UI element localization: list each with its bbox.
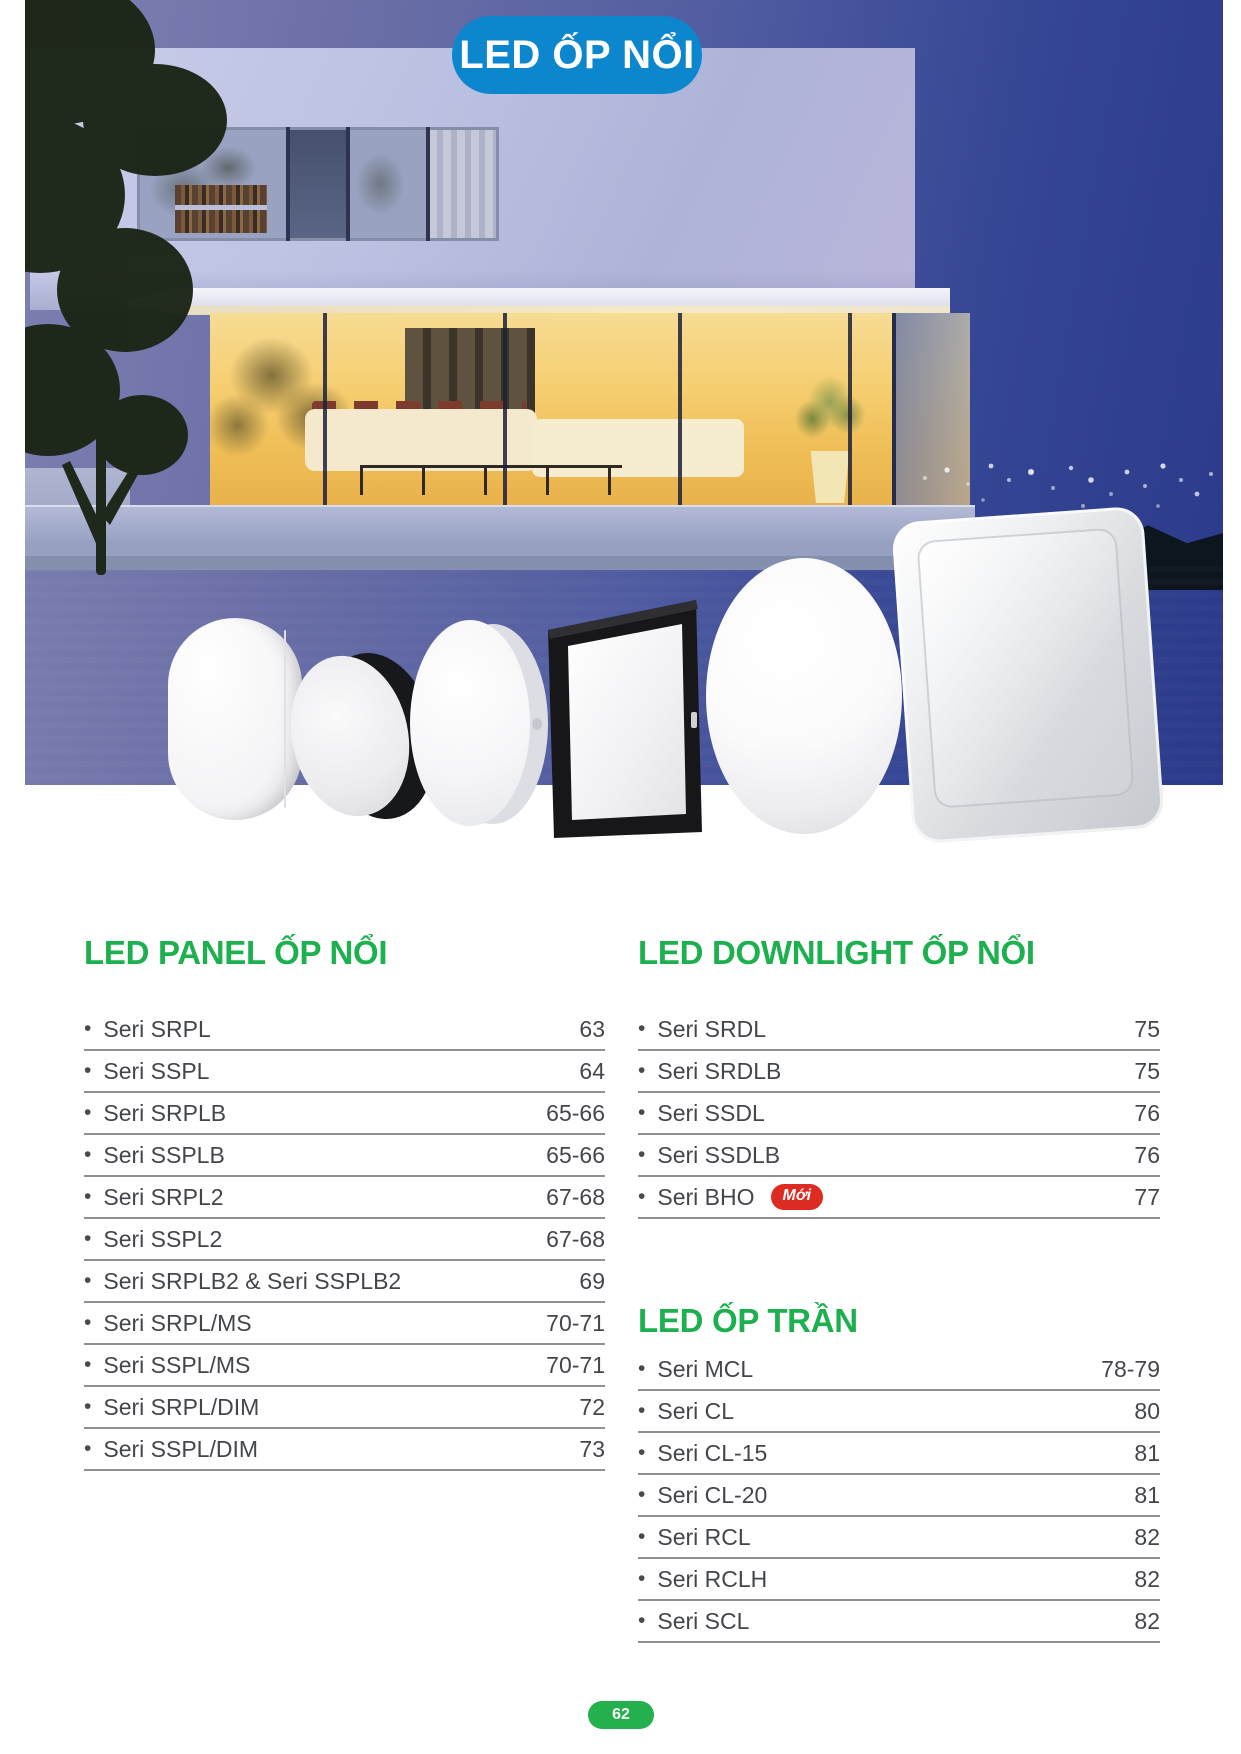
series-name-text: Seri SRPL/MS xyxy=(103,1309,252,1336)
series-name-text: Seri SRPLB xyxy=(103,1099,227,1126)
glass-mullion xyxy=(503,313,507,513)
tree-silhouette xyxy=(25,0,300,635)
series-name-text: Seri SSPL/MS xyxy=(103,1351,251,1378)
toc-item[interactable] xyxy=(84,1093,605,1135)
living-room-glass-wall xyxy=(210,313,970,513)
toc-list-led-panel xyxy=(84,1009,605,1471)
potted-plant xyxy=(795,368,865,503)
series-name-text: Seri CL-15 xyxy=(657,1439,768,1466)
bullet-icon: • xyxy=(84,1227,92,1250)
toc-item[interactable] xyxy=(84,1429,605,1471)
toc-item[interactable] xyxy=(638,1009,1160,1051)
panel-diffuser xyxy=(919,530,1133,807)
bullet-icon: • xyxy=(638,1357,646,1380)
toc-item[interactable] xyxy=(638,1135,1160,1177)
series-name-text: Seri SCL xyxy=(657,1607,750,1634)
series-name-text: Seri SRPLB2 & Seri SSPLB2 xyxy=(103,1267,402,1294)
bullet-icon: • xyxy=(638,1441,646,1464)
page-ref: 65-66 xyxy=(546,1141,605,1168)
page-ref: 81 xyxy=(1134,1439,1160,1466)
series-name-text: Seri SRPL2 xyxy=(103,1183,224,1210)
bullet-icon: • xyxy=(638,1567,646,1590)
toc-item[interactable] xyxy=(84,1135,605,1177)
page-ref: 82 xyxy=(1134,1607,1160,1634)
bullet-icon: • xyxy=(84,1101,92,1124)
toc-item[interactable] xyxy=(638,1177,1160,1219)
bullet-icon: • xyxy=(638,1525,646,1548)
series-name-text: Seri SSPL2 xyxy=(103,1225,223,1252)
section-title-led-panel-op-noi: LED PANEL ỐP NỔI xyxy=(84,934,388,971)
series-name-text: Seri RCLH xyxy=(657,1565,768,1592)
window-curtain xyxy=(429,130,496,238)
series-name-text: Seri SRDL xyxy=(657,1015,767,1042)
series-label xyxy=(638,1356,753,1383)
new-badge: Mới xyxy=(771,1184,824,1210)
bullet-icon: • xyxy=(638,1399,646,1422)
series-label xyxy=(638,1016,766,1043)
bullet-icon: • xyxy=(638,1059,646,1082)
series-label xyxy=(84,1310,252,1337)
panel-face xyxy=(410,620,530,826)
page-number-text: 62 xyxy=(612,1706,630,1723)
page-ref: 65-66 xyxy=(546,1099,605,1126)
city-lights xyxy=(913,450,1221,520)
series-name-text: Seri SSPLB xyxy=(103,1141,225,1168)
product-white-round-surface-panel xyxy=(410,620,550,828)
series-label xyxy=(84,1352,250,1379)
product-black-square-surface-panel xyxy=(538,594,706,840)
toc-item[interactable] xyxy=(638,1093,1160,1135)
series-name-text: Seri CL xyxy=(657,1397,735,1424)
toc-item[interactable] xyxy=(84,1051,605,1093)
bullet-icon: • xyxy=(638,1143,646,1166)
page-ref: 77 xyxy=(1134,1183,1160,1210)
page-ref: 80 xyxy=(1134,1397,1160,1424)
series-label xyxy=(84,1058,209,1085)
page-number-badge xyxy=(588,1701,654,1729)
window-mullion xyxy=(346,127,350,241)
page-ref: 67-68 xyxy=(546,1225,605,1252)
bullet-icon: • xyxy=(84,1395,92,1418)
toc-list-led-downlight xyxy=(638,1009,1160,1219)
toc-item[interactable] xyxy=(638,1051,1160,1093)
glass-mullion xyxy=(323,313,327,513)
panel-body xyxy=(891,506,1165,845)
series-label xyxy=(638,1524,751,1551)
series-name-text: Seri SSDLB xyxy=(657,1141,781,1168)
toc-item[interactable] xyxy=(638,1433,1160,1475)
page-ref: 67-68 xyxy=(546,1183,605,1210)
page-ref: 64 xyxy=(579,1057,605,1084)
product-crystal-square-ceiling-light xyxy=(900,512,1162,842)
toc-item[interactable] xyxy=(638,1517,1160,1559)
series-name-text: Seri BHO xyxy=(657,1183,755,1210)
toc-item[interactable] xyxy=(84,1345,605,1387)
bullet-icon: • xyxy=(638,1609,646,1632)
series-label xyxy=(84,1394,259,1421)
page-ref: 70-71 xyxy=(546,1309,605,1336)
series-name-text: Seri CL-20 xyxy=(657,1481,768,1508)
page-ref: 63 xyxy=(579,1015,605,1042)
series-label xyxy=(638,1440,767,1467)
window-mullion xyxy=(426,127,430,241)
series-label xyxy=(84,1184,224,1211)
series-name-text: Seri SRPL/DIM xyxy=(103,1393,260,1420)
series-label xyxy=(84,1436,258,1463)
page-ref: 81 xyxy=(1134,1481,1160,1508)
page-ref: 82 xyxy=(1134,1565,1160,1592)
series-name-text: Seri SSDL xyxy=(657,1099,765,1126)
bullet-icon: • xyxy=(84,1437,92,1460)
toc-item[interactable] xyxy=(84,1219,605,1261)
glass-mullion xyxy=(678,313,682,513)
series-name-text: Seri SRDLB xyxy=(657,1057,782,1084)
page-ref: 73 xyxy=(579,1435,605,1462)
glass-mullion xyxy=(848,313,852,513)
toc-item[interactable] xyxy=(84,1009,605,1051)
product-white-dome-ceiling-light xyxy=(706,558,902,834)
toc-item[interactable] xyxy=(638,1391,1160,1433)
series-label xyxy=(638,1398,734,1425)
toc-column-right xyxy=(638,933,1160,1643)
bullet-icon: • xyxy=(638,1483,646,1506)
page-ref: 76 xyxy=(1134,1099,1160,1126)
toc-item[interactable] xyxy=(84,1387,605,1429)
page-ref: 82 xyxy=(1134,1523,1160,1550)
page-ref: 72 xyxy=(579,1393,605,1420)
bullet-icon: • xyxy=(638,1017,646,1040)
bullet-icon: • xyxy=(84,1269,92,1292)
category-title-badge xyxy=(452,16,702,94)
bullet-icon: • xyxy=(638,1101,646,1124)
series-name-text: Seri SRPL xyxy=(103,1015,211,1042)
bullet-icon: • xyxy=(84,1059,92,1082)
toc-list-led-op-tran xyxy=(638,1349,1160,1643)
toc-item[interactable] xyxy=(84,1177,605,1219)
product-oval-surface-wall-light xyxy=(168,618,302,820)
page-ref: 78-79 xyxy=(1101,1355,1160,1382)
bullet-icon: • xyxy=(84,1311,92,1334)
series-label xyxy=(638,1058,781,1085)
series-name-text: Seri RCL xyxy=(657,1523,751,1550)
toc-item[interactable] xyxy=(84,1303,605,1345)
series-label xyxy=(638,1482,767,1509)
coffee-tables xyxy=(360,465,622,495)
toc-item[interactable] xyxy=(638,1475,1160,1517)
page-ref: 75 xyxy=(1134,1015,1160,1042)
toc-column-left xyxy=(84,933,605,1471)
series-label xyxy=(84,1226,222,1253)
bullet-icon: • xyxy=(638,1185,646,1208)
series-label xyxy=(638,1142,780,1169)
series-label xyxy=(638,1100,765,1127)
series-name-text: Seri MCL xyxy=(657,1355,754,1382)
bullet-icon: • xyxy=(84,1353,92,1376)
series-label xyxy=(638,1184,823,1211)
series-label xyxy=(84,1268,401,1295)
category-title-text: LED ỐP NỔI xyxy=(459,32,695,77)
hero-section xyxy=(0,0,1241,845)
toc-item[interactable] xyxy=(638,1349,1160,1391)
toc-block-led-op-tran xyxy=(638,1301,1160,1643)
bullet-icon: • xyxy=(84,1185,92,1208)
page-ref: 76 xyxy=(1134,1141,1160,1168)
series-label xyxy=(84,1142,225,1169)
window-glass xyxy=(349,130,427,238)
series-name-text: Seri SSPL xyxy=(103,1057,210,1084)
bullet-icon: • xyxy=(84,1017,92,1040)
section-title-led-op-tran: LED ỐP TRẦN xyxy=(638,1302,858,1339)
series-label xyxy=(638,1608,749,1635)
page-ref: 69 xyxy=(579,1267,605,1294)
series-name-text: Seri SSPL/DIM xyxy=(103,1435,259,1462)
bullet-icon: • xyxy=(84,1143,92,1166)
page-ref: 70-71 xyxy=(546,1351,605,1378)
toc-item[interactable] xyxy=(638,1601,1160,1643)
series-label xyxy=(84,1100,226,1127)
page-ref: 75 xyxy=(1134,1057,1160,1084)
section-title-led-downlight-op-noi: LED DOWNLIGHT ỐP NỔI xyxy=(638,934,1035,971)
toc-item[interactable] xyxy=(84,1261,605,1303)
series-label xyxy=(84,1016,211,1043)
toc-item[interactable] xyxy=(638,1559,1160,1601)
series-label xyxy=(638,1566,767,1593)
